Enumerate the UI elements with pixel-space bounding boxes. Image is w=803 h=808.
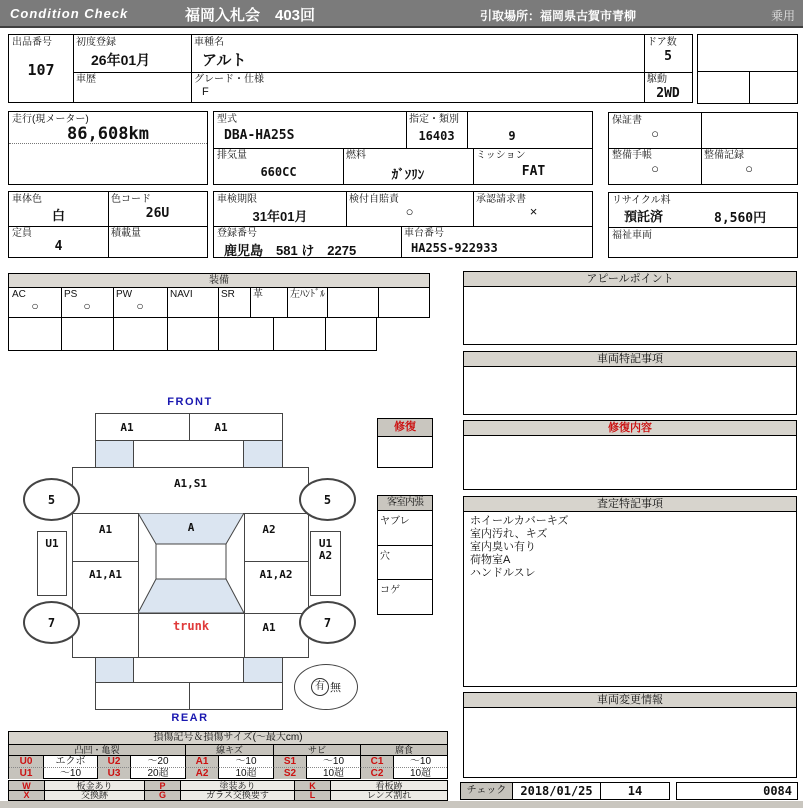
brand-title: Condition Check — [10, 6, 129, 21]
lot-number: 107 — [27, 61, 55, 79]
mileage-label: 走行(現メーター) — [12, 114, 89, 125]
repair-detail-title: 修復内容 — [464, 421, 796, 436]
mileage-box — [8, 111, 208, 185]
repair-flag-box — [377, 418, 433, 468]
change-info-section — [463, 692, 797, 778]
model-code-table — [213, 111, 593, 185]
divider — [609, 227, 797, 228]
assessment-line: ホイールカバーキズ — [470, 515, 569, 527]
legend-value: ～10 — [307, 756, 361, 768]
header-bar — [0, 0, 803, 28]
side-panel-right-code1: U1 — [318, 537, 333, 550]
transmission: FAT — [521, 164, 546, 179]
equipment-empty-row — [8, 317, 377, 351]
divider — [378, 287, 379, 317]
body-color: 白 — [51, 208, 65, 223]
divider — [189, 414, 190, 440]
legend-value: 塗装あり — [181, 781, 295, 791]
color-code-label: 色コード — [111, 194, 151, 205]
serial-number-box: 0084 — [676, 782, 798, 800]
check-date: 2018/01/25 — [513, 783, 601, 799]
color-capacity-table — [8, 191, 208, 258]
assessment-section — [463, 496, 797, 687]
registration-number-label: 登録番号 — [217, 228, 257, 239]
legend-code: U0 — [9, 756, 44, 768]
divider — [218, 287, 219, 317]
legend-value: エクボ — [44, 756, 98, 768]
drive: 2WD — [656, 86, 680, 101]
chassis-number: HA25S-922933 — [411, 241, 498, 255]
legend-code: G — [145, 791, 181, 800]
body-color-label: 車体色 — [12, 194, 42, 205]
rear-corner-right — [243, 657, 283, 683]
legend-code: S1 — [274, 756, 307, 768]
legend-code: U1 — [9, 768, 44, 779]
front-bumper — [95, 413, 283, 441]
divider — [401, 226, 402, 257]
legend-code: U3 — [98, 768, 131, 779]
grade-label: グレード・仕様 — [194, 74, 264, 85]
rear-label: REAR — [171, 712, 209, 724]
approval-mark: × — [529, 204, 538, 219]
doors: 5 — [664, 49, 672, 64]
divider — [327, 287, 328, 317]
divider — [73, 613, 308, 614]
recycle-status: 預託済 — [624, 209, 664, 224]
pickup-location: 引取場所：福岡県古賀市青柳 — [480, 9, 637, 23]
assessment-line: ハンドルスレ — [470, 567, 536, 579]
divider — [61, 318, 62, 350]
legend-value: 交換跡 — [45, 791, 145, 800]
model-name: アルト — [202, 52, 247, 69]
grade: F — [202, 86, 209, 98]
rear-fender-right-code: A1 — [262, 621, 276, 634]
empty-info-box — [697, 34, 798, 104]
legend-code: A1 — [186, 756, 219, 768]
fuel: ｶﾞｿﾘﾝ — [391, 167, 425, 182]
maintenance-record-mark: ○ — [745, 161, 753, 176]
mileage-value: 86,608km — [67, 124, 149, 144]
documents-table — [608, 112, 798, 185]
insurance-mark: ○ — [405, 204, 414, 219]
legend-group-rust: サビ — [274, 745, 361, 756]
divider — [214, 148, 592, 149]
vehicle-id-table — [8, 34, 693, 103]
side-panel-right-code2: A2 — [318, 549, 333, 562]
divider — [273, 318, 274, 350]
legend-value: 板金あり — [45, 781, 145, 791]
front-fender-right-code: A2 — [262, 523, 276, 536]
legend-code: C2 — [361, 768, 394, 779]
side-panel-right — [310, 531, 341, 596]
legend-value: 10超 — [307, 768, 361, 779]
legend-code: S2 — [274, 768, 307, 779]
doors-label: ドア数 — [647, 37, 677, 48]
equipment-table — [8, 273, 430, 318]
car-body-outline — [72, 467, 309, 658]
equipment-lhd-label: 左ﾊﾝﾄﾞﾙ — [290, 289, 325, 300]
interior-item-hole: 穴 — [378, 546, 432, 580]
displacement-label: 排気量 — [217, 150, 247, 161]
divider — [189, 683, 190, 709]
chassis-number-label: 車台番号 — [404, 228, 444, 239]
legend-value: レンズ割れ — [331, 791, 447, 800]
maintenance-record-label: 整備記録 — [704, 150, 744, 161]
equipment-leather-label: 革 — [253, 289, 263, 300]
rear-corner-left — [95, 657, 134, 683]
legend-value: 10超 — [219, 768, 274, 779]
equipment-ac-mark: ○ — [31, 299, 39, 313]
equipment-ps-mark: ○ — [83, 299, 91, 313]
divider — [325, 318, 326, 350]
legend-value: ～10 — [394, 756, 447, 768]
legend-code: U2 — [98, 756, 131, 768]
displacement: 660CC — [260, 165, 297, 179]
inspection-label: 車検期限 — [217, 194, 257, 205]
capacity: 4 — [54, 239, 63, 254]
capacity-label: 定員 — [12, 228, 32, 239]
legend-code: C1 — [361, 756, 394, 768]
legend-value: ～10 — [219, 756, 274, 768]
first-registration-label: 初度登録 — [76, 37, 116, 48]
repair-mark-legend-table — [8, 780, 448, 801]
recycle-fee-label: リサイクル料 — [612, 195, 671, 206]
maintenance-book-mark: ○ — [651, 161, 659, 176]
drive-label: 駆動 — [647, 74, 667, 85]
divider — [113, 318, 114, 350]
warranty-label: 保証書 — [612, 115, 642, 126]
wheel-rear-right: 7 — [299, 601, 356, 644]
appeal-section — [463, 271, 797, 345]
legend-value: 10超 — [409, 768, 432, 779]
interior-item-burn: コゲ — [380, 585, 400, 596]
front-fender-left-code: A1 — [98, 523, 113, 536]
type-class-label: 指定・類別 — [409, 114, 459, 125]
legend-code: W — [9, 781, 45, 791]
rear-window-shape — [138, 579, 244, 613]
repair-flag-title: 修復 — [378, 419, 432, 437]
divider — [218, 318, 219, 350]
legend-value: ～10 — [44, 768, 98, 779]
divider — [214, 226, 592, 227]
legend-group-corrosion: 腐食 — [361, 745, 447, 756]
registration-number: 鹿児島 581 け 2275 — [224, 243, 357, 258]
window-edge — [0, 801, 803, 808]
legend-code: X — [9, 791, 45, 800]
legend-value: 20超 — [131, 768, 186, 779]
legend-title: 損傷記号＆損傷サイズ(～最大cm) — [9, 732, 447, 745]
vehicle-notes-title: 車両特記事項 — [464, 352, 796, 367]
legend-code: A2 — [186, 768, 219, 779]
class-number: 9 — [508, 129, 516, 143]
fuel-label: 燃料 — [346, 150, 366, 161]
inspection-date: 31年01月 — [252, 209, 308, 224]
inspection-registration-table — [213, 191, 593, 258]
legend-value: ～20 — [131, 756, 186, 768]
presence-yes-circled: 有 — [311, 678, 329, 696]
divider — [108, 192, 109, 257]
divider — [191, 35, 192, 102]
divider — [167, 287, 168, 317]
color-code: 26U — [145, 206, 170, 221]
insurance-label: 検付自賠責 — [349, 194, 399, 205]
recycle-fee: 8,560円 — [714, 211, 767, 226]
transmission-label: ミッション — [476, 150, 526, 161]
equipment-title: 装備 — [9, 274, 429, 288]
legend-group-scratch: 線キズ — [186, 745, 274, 756]
assessment-line: 荷物室A — [470, 554, 511, 566]
check-number: 14 — [627, 784, 643, 798]
legend-code: P — [145, 781, 181, 791]
side-panel-left — [37, 531, 67, 596]
front-label: FRONT — [167, 396, 213, 408]
wheel-front-left: 5 — [23, 478, 80, 521]
legend-group-dent: 凸凹・亀裂 — [9, 745, 186, 756]
windshield-code: A — [187, 521, 195, 534]
divider — [698, 71, 797, 72]
divider — [9, 143, 207, 144]
appeal-title: アピールポイント — [464, 272, 796, 287]
assessment-title: 査定特記事項 — [464, 497, 796, 512]
divider — [73, 561, 138, 562]
model-name-label: 車種名 — [194, 37, 224, 48]
equipment-ac-label: AC — [12, 289, 26, 300]
auction-title: 福岡入札会 403回 — [185, 7, 316, 24]
interior-item-tear: ヤブレ — [378, 511, 432, 546]
history-label: 車歴 — [76, 74, 96, 85]
divider — [244, 561, 308, 562]
check-label: チェック — [461, 783, 513, 799]
legend-code: L — [295, 791, 331, 800]
change-info-title: 車両変更情報 — [464, 693, 796, 708]
rear-bumper — [95, 682, 283, 710]
assessment-line: 室内臭い有り — [470, 541, 536, 553]
repair-detail-section — [463, 420, 797, 490]
presence-mark — [294, 664, 358, 710]
roof-shape — [156, 544, 226, 579]
interior-title: 客室内張 — [378, 496, 432, 511]
first-registration: 26年01月 — [91, 52, 151, 68]
front-corner-right — [243, 440, 283, 468]
divider — [167, 318, 168, 350]
check-row — [460, 782, 670, 800]
equipment-ps-label: PS — [64, 289, 78, 300]
presence-no: 無 — [330, 682, 341, 694]
divider — [73, 35, 74, 102]
front-bumper-right-code: A1 — [214, 421, 228, 434]
damage-legend-table — [8, 731, 448, 779]
divider — [287, 287, 288, 317]
front-corner-left — [95, 440, 134, 468]
left-door-code: A1,A1 — [88, 568, 123, 581]
divider — [250, 287, 251, 317]
vehicle-category: 乗用 — [770, 9, 795, 23]
legend-value: ガラス交換要す — [181, 791, 295, 800]
divider — [73, 72, 692, 73]
legend-value: 看板跡 — [331, 781, 447, 791]
lot-number-label: 出品番号 — [12, 37, 52, 48]
model-code-label: 型式 — [217, 114, 237, 125]
load-label: 積載量 — [111, 228, 141, 239]
equipment-pw-mark: ○ — [136, 299, 144, 313]
equipment-sr-label: SR — [221, 289, 235, 300]
warranty-mark: ○ — [651, 126, 659, 141]
trunk-label: trunk — [172, 619, 210, 633]
welfare-vehicle-label: 福祉車両 — [612, 230, 652, 241]
right-door-code: A1,A2 — [259, 568, 293, 581]
vehicle-notes-section — [463, 351, 797, 415]
equipment-navi-label: NAVI — [170, 289, 193, 300]
side-panel-left-code: U1 — [45, 537, 59, 550]
hood-code: A1,S1 — [173, 477, 208, 490]
wheel-rear-left: 7 — [23, 601, 80, 644]
divider — [609, 148, 797, 149]
divider — [749, 71, 750, 103]
wheel-front-right: 5 — [299, 478, 356, 521]
approval-label: 承認請求書 — [476, 194, 526, 205]
front-bumper-left-code: A1 — [120, 421, 134, 434]
assessment-line: 室内汚れ、キズ — [470, 528, 548, 540]
type-number: 16403 — [418, 129, 455, 143]
legend-code: K — [295, 781, 331, 791]
recycle-welfare-table — [608, 192, 798, 258]
model-code: DBA-HA25S — [224, 128, 295, 143]
interior-box — [377, 495, 433, 615]
equipment-pw-label: PW — [116, 289, 133, 300]
maintenance-book-label: 整備手帳 — [612, 150, 652, 161]
